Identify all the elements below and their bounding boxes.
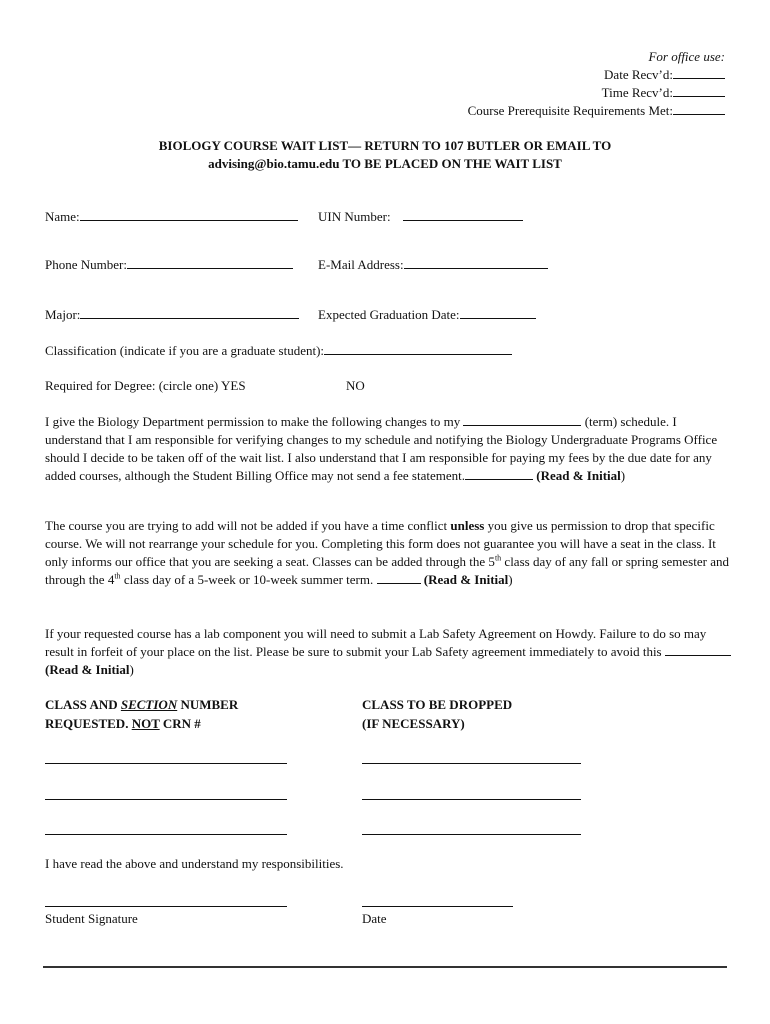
acknowledgement-text: I have read the above and understand my responsibilities. [45, 856, 344, 871]
email-field: E-Mail Address: [318, 256, 548, 273]
grad-date-field: Expected Graduation Date: [318, 306, 536, 323]
requested-class-line-3[interactable] [45, 834, 287, 835]
grad-date-input-line[interactable] [460, 306, 536, 319]
requested-class-line-1[interactable] [45, 763, 287, 764]
form-title-line1: BIOLOGY COURSE WAIT LIST— RETURN TO 107 BUTLER OR EMAIL TO [158, 138, 612, 153]
form-title [0, 137, 770, 173]
office-time-recv: Time Recv’d: [468, 84, 725, 102]
dropped-class-line-2[interactable] [362, 799, 581, 800]
date-signature-line[interactable] [362, 906, 513, 907]
initial-line-3[interactable] [665, 643, 731, 656]
class-requested-header: CLASS AND SECTION NUMBER REQUESTED. NOT CRN # [45, 697, 239, 731]
required-degree-no[interactable]: NO [346, 378, 365, 393]
dropped-class-line-3[interactable] [362, 834, 581, 835]
student-signature-line[interactable] [45, 906, 287, 907]
classification-input-line[interactable] [324, 342, 512, 355]
phone-field: Phone Number: [45, 256, 293, 273]
uin-input-line[interactable] [403, 208, 523, 221]
initial-line-2[interactable] [377, 571, 421, 584]
lab-safety-paragraph: If your requested course has a lab component you will need to submit a Lab Safety Agreement on Howdy. Failure to do so may result in forfeit of your place on the list. Please be sure to submit your Lab Safety agreement immediately to avoid this (Read & Initial) [45, 625, 735, 679]
major-field: Major: [45, 306, 299, 323]
office-use-block [468, 48, 725, 120]
term-input-line[interactable] [463, 413, 581, 426]
bottom-rule [43, 966, 727, 968]
student-signature-label: Student Signature [45, 911, 138, 926]
office-date-recv-line[interactable] [673, 66, 725, 79]
phone-input-line[interactable] [127, 256, 293, 269]
office-time-recv-line[interactable] [673, 84, 725, 97]
dropped-class-line-1[interactable] [362, 763, 581, 764]
classification-field: Classification (indicate if you are a graduate student): [45, 342, 512, 359]
name-input-line[interactable] [80, 208, 298, 221]
date-label: Date [362, 911, 387, 926]
email-input-line[interactable] [404, 256, 548, 269]
class-dropped-header: CLASS TO BE DROPPED (IF NECESSARY) [362, 697, 513, 731]
office-use-heading: For office use: [648, 49, 725, 64]
requested-class-line-2[interactable] [45, 799, 287, 800]
name-field: Name: [45, 208, 298, 225]
initial-line-1[interactable] [465, 467, 533, 480]
uin-field: UIN Number: [318, 208, 523, 225]
form-title-line2: advising@bio.tamu.edu TO BE PLACED ON THE WAIT LIST [208, 156, 562, 171]
time-conflict-paragraph: The course you are trying to add will not be added if you have a time conflict unless you give us permission to drop that specific course. We will not rearrange your schedule for you. Completing this form does not guarantee you will have a seat in the class. It only informs our office that you are seeking a seat. Classes can be added through the 5th class day of any fall or spring semester and through the 4th class day of a 5-week or 10-week summer term. (Read & Initial) [45, 518, 729, 587]
office-date-recv: Date Recv’d: [468, 66, 725, 84]
permission-paragraph: I give the Biology Department permission to make the following changes to my (term) schedule. I understand that I am responsible for verifying changes to my schedule and notifying the Biology Undergraduate Programs Office should I decide to be taken off of the wait list. I also understand that I am responsible for paying my fees by the due date for any added courses, although the Student Billing Office may not send a fee statement. (Read & Initial) [45, 414, 718, 483]
required-degree-field: Required for Degree: (circle one) YES [45, 378, 246, 393]
major-input-line[interactable] [80, 306, 299, 319]
office-prereq: Course Prerequisite Requirements Met: [468, 102, 725, 120]
office-prereq-line[interactable] [673, 102, 725, 115]
